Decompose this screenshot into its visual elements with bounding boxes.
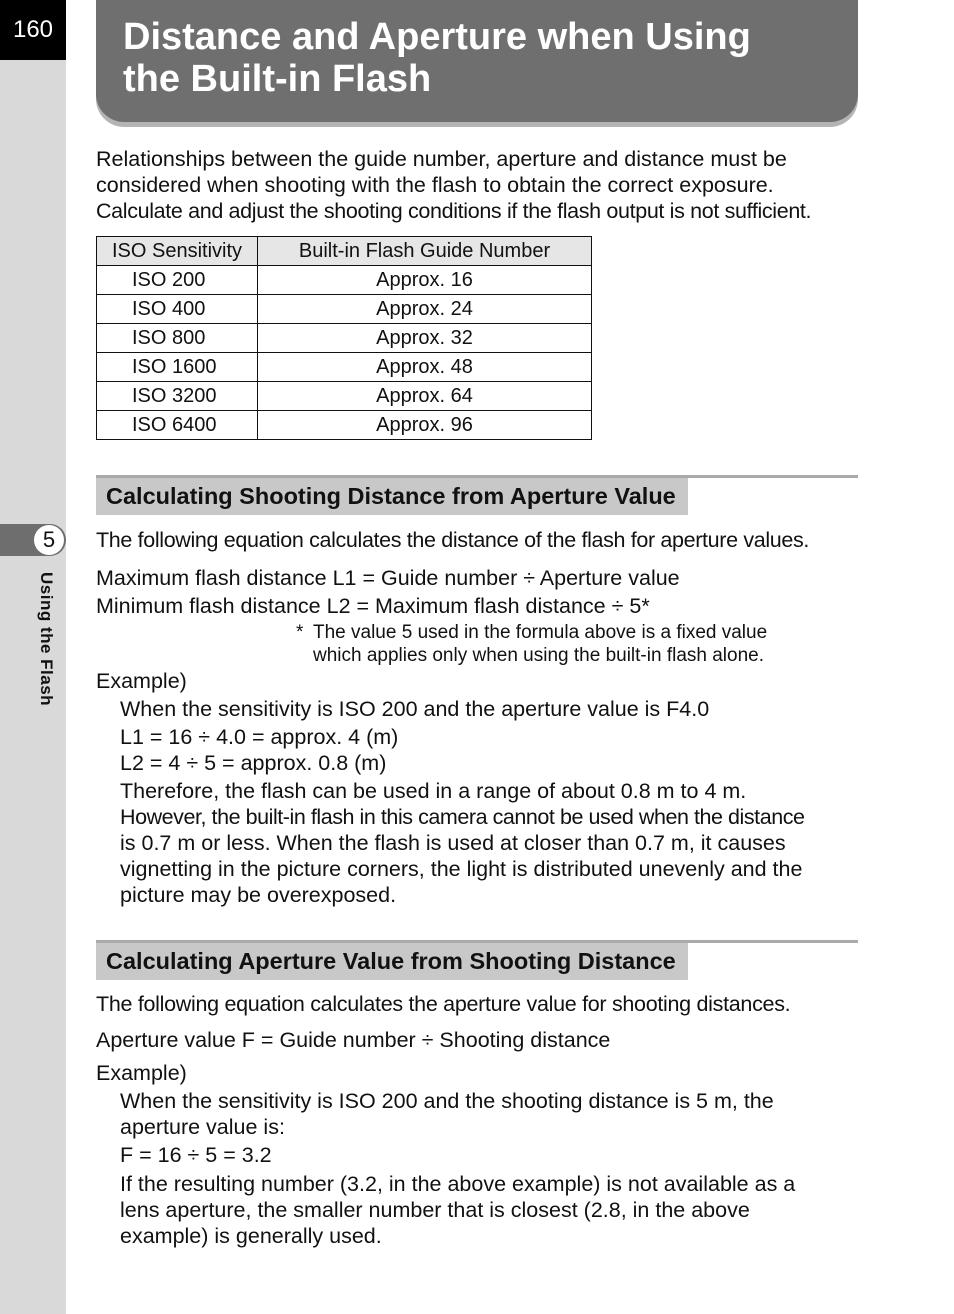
footnote-line: The value 5 used in the formula above is a fixed value [313,622,768,643]
table-cell: ISO 6400 [97,411,258,440]
example-line: L1 = 16 ÷ 4.0 = approx. 4 (m) [120,725,399,749]
section-heading-text: Calculating Shooting Distance from Aperture Value [96,478,688,515]
example-line: F = 16 ÷ 5 = 3.2 [120,1143,272,1167]
example-line: aperture value is: [120,1115,285,1139]
example-line: However, the built-in flash in this camera cannot be used when the distance [120,805,805,829]
chapter-number: 5 [34,525,64,555]
example-line: is 0.7 m or less. When the flash is used at closer than 0.7 m, it causes [120,831,786,855]
side-band [0,0,66,1314]
table-cell: ISO 800 [97,324,258,353]
table-cell: Approx. 24 [258,295,592,324]
footnote-line: which applies only when using the built-in flash alone. [313,645,764,666]
intro-line: Relationships between the guide number, aperture and distance must be [96,147,787,171]
example-line: When the sensitivity is ISO 200 and the shooting distance is 5 m, the [120,1089,774,1113]
guide-number-table [96,236,592,440]
table-cell: Approx. 96 [258,411,592,440]
table-cell: Approx. 64 [258,382,592,411]
table-row [97,353,592,382]
example-line: L2 = 4 ÷ 5 = approx. 0.8 (m) [120,751,387,775]
table-row [97,382,592,411]
table-cell: ISO 400 [97,295,258,324]
example-line: vignetting in the picture corners, the light is distributed unevenly and the [120,857,803,881]
table-header: ISO Sensitivity [97,237,258,266]
example-line: picture may be overexposed. [120,883,397,907]
section-heading-text: Calculating Aperture Value from Shooting Distance [96,943,688,980]
section-lead: The following equation calculates the distance of the flash for aperture values. [96,528,810,552]
title-banner [96,0,858,122]
section-heading [96,475,858,515]
example-line: If the resulting number (3.2, in the above example) is not available as a [120,1172,796,1196]
example-label: Example) [96,1061,187,1085]
table-cell: Approx. 48 [258,353,592,382]
page-title [123,16,838,100]
formula: Maximum flash distance L1 = Guide number ÷ Aperture value [96,566,680,590]
formula: Aperture value F = Guide number ÷ Shooting distance [96,1028,611,1052]
table-cell: Approx. 16 [258,266,592,295]
table-cell: ISO 3200 [97,382,258,411]
table-header: Built-in Flash Guide Number [258,237,592,266]
footnote-mark: * [296,622,304,643]
intro-line: Calculate and adjust the shooting conditions if the flash output is not sufficient. [96,199,812,223]
chapter-label: Using the Flash [37,572,56,707]
section-lead: The following equation calculates the aperture value for shooting distances. [96,992,791,1016]
title-line: the Built-in Flash [123,58,432,100]
formula: Minimum flash distance L2 = Maximum flash distance ÷ 5* [96,594,650,618]
table-cell: Approx. 32 [258,324,592,353]
table-row [97,295,592,324]
table-cell: ISO 1600 [97,353,258,382]
section-heading [96,940,858,980]
page-number: 160 [0,0,66,60]
table-row [97,324,592,353]
example-line: Therefore, the flash can be used in a range of about 0.8 m to 4 m. [120,779,747,803]
example-label: Example) [96,669,187,693]
example-line: When the sensitivity is ISO 200 and the aperture value is F4.0 [120,697,710,721]
table-row [97,266,592,295]
table-cell: ISO 200 [97,266,258,295]
title-line: Distance and Aperture when Using [123,16,751,58]
example-line: example) is generally used. [120,1224,382,1248]
intro-line: considered when shooting with the flash to obtain the correct exposure. [96,173,774,197]
example-line: lens aperture, the smaller number that is closest (2.8, in the above [120,1198,750,1222]
table-header-row [97,237,592,266]
table-row [97,411,592,440]
